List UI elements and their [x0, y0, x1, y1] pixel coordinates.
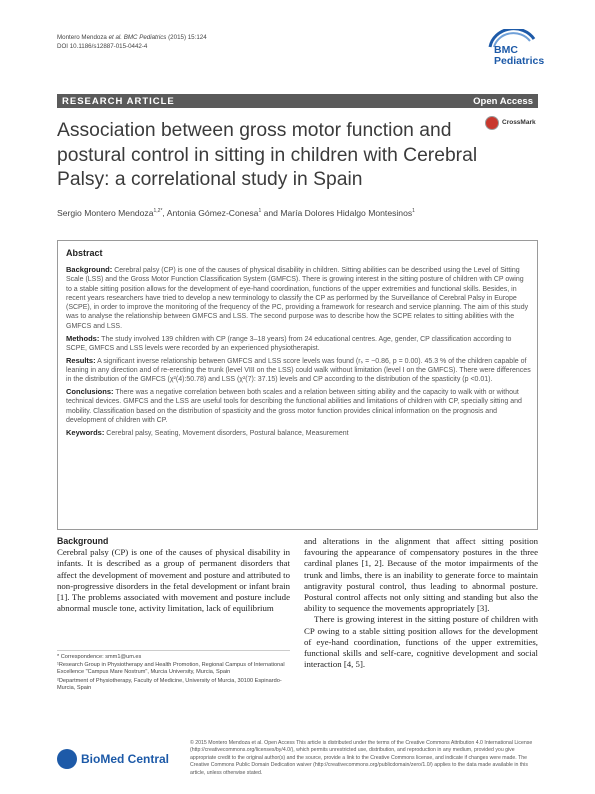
author-list: Sergio Montero Mendoza$^{1,2*}$, Antonia Gómez-Conesa$^1$ and María Dolores Hidalgo Montesinos$^1$ [57, 208, 415, 218]
abstract-body [66, 265, 531, 441]
open-access-label: Open Access [473, 95, 533, 107]
affiliation-1: ¹Research Group in Physiotherapy and Health Promotion, Regional Campus of International Excellence "Campus Mare Nostrum", Murcia University, Murcia, Spain [57, 662, 285, 676]
abstract-heading: Abstract [66, 248, 103, 258]
abstract-background: Background: Cerebral palsy (CP) is one of the causes of physical disability in children. Sitting abilities can be described using the Level of Sitting Scale (LSS) and the Gross Motor Function Classification System (GMFCS). There is growing interest in the sitting posture of children with CP owing to a stable sitting position allows for the development of eye-hand coordination, functions of the upper extremities and functional skills. Besides, in recent years researchers have tried to develop a new terminology to classify the CP as performed by the Surveillance of Cerebral Palsy in Europe (SCPE), in order to improve the monitoring of the frequency of the PC, providing a framework for research and service planning. The aim of this study was to analyse the relationship between GMFCS and LSS. The second purpose was to describe how the SCPE relates to sitting abilities with the GMFCS and LSS. [66, 265, 529, 330]
body-left-column [57, 536, 290, 614]
article-type-label: RESEARCH ARTICLE [62, 95, 175, 107]
journal-logo [484, 29, 544, 75]
biomed-central-logo: BioMed Central [57, 748, 167, 772]
abstract-results: Results: A significant inverse relationship between GMFCS and LSS score levels was found (rₛ = −0.86, p = 0.00). 45.3 % of the children capable of leaning in any direction and of re-erecting the trunk (level VIII on the LSS) could walk without limitation (level I on the GMFCS). There were differences in the distribution of the GMFCS (χ²(4):50.78) and LSS (χ²(7): 37.15) levels and CP according to the distribution of the spasticity (p <0.01). [66, 355, 531, 384]
citation-header [57, 33, 207, 51]
license-text: © 2015 Montero Mendoza et al. Open Access This article is distributed under the terms of the Creative Commons Attribution 4.0 International License (http://creativecommons.org/licenses/by/4.0/), which permits unrestricted use, distribution, and reproduction in any medium, provided you give appropriate credit to the original author(s) and the source, provide a link to the Creative Commons license, and indicate if changes were made. The Creative Commons Public Domain Dedication waiver (http://creativecommons.org/publicdomain/zero/1.0/) applies to the data made available in this article, unless otherwise stated. [190, 740, 533, 776]
body-paragraph: and alterations in the alignment that affect sitting position favouring the appearance of compensatory postures in the three cardinal planes [1, 2]. Because of the motor impairments of the trunk and limbs, there is an inability to generate force to maintain antigravity postural control, thus leading to abnormal posture. Postural control affects not only sitting and standing but also the ability to sequence the movements appropriately [3]. [304, 536, 538, 614]
abstract-methods: Methods: The study involved 139 children with CP (range 3–18 years) from 24 educational centres. Age, gender, CP classification according to SCPE, GMFCS and LSS levels were recorded by an experienced physiotherapist. [66, 333, 512, 352]
body-right-column [304, 536, 538, 670]
article-title: Association between gross motor function and postural control in sitting in children with Cerebral Palsy: a correlational study in Spain [57, 120, 478, 190]
article-type-bar [57, 94, 538, 108]
affiliation-2: ²Department of Physiotherapy, Faculty of Medicine, University of Murcia, 30100 Espinardo-Murcia, Spain [57, 677, 282, 691]
journal-logo-text: BMC Pediatrics [494, 44, 545, 67]
crossmark-button[interactable]: CrossMark [485, 115, 540, 133]
citation-line-1: Montero Mendoza et al. BMC Pediatrics (2015) 15:124 [57, 34, 207, 41]
abstract-keywords: Keywords: Cerebral palsy, Seating, Movement disorders, Postural balance, Measurement [66, 427, 349, 437]
section-heading-background: Background [57, 536, 109, 546]
abstract-box [57, 240, 538, 530]
crossmark-icon [485, 116, 499, 130]
doi-line[interactable]: DOI 10.1186/s12887-015-0442-4 [57, 43, 148, 50]
correspondence-note: * Correspondence: smm1@um.es [57, 654, 142, 660]
biomed-central-icon [57, 749, 77, 769]
body-paragraph: Cerebral palsy (CP) is one of the causes of physical disability in infants. It is described as a group of permanent disorders that affect the development of movement and posture and attributed to non-progressive disorders in the fetal development or infant brain [1]. The problems associated with movement and posture include abnormal muscle tone, activity limitation, lack of equilibrium [57, 547, 290, 614]
body-paragraph: There is growing interest in the sitting posture of children with CP owing to a stable sitting position allows for the development of eye-hand coordination, functions of the upper extremities, functional skills and self-care, cognitive development and social interaction [4, 5]. [304, 614, 538, 670]
abstract-conclusions: Conclusions: There was a negative correlation between both scales and a relation between sitting ability and the capacity to walk with or without technical devices. GMFCS and the LSS are useful tools for describing the functional abilities and limitations of children with CP, specially sitting and mobility. Classification based on the distribution of spasticity and the gross motor function provides clinical information on the prognosis and development of children with CP. [66, 387, 522, 424]
footnote-divider [57, 650, 290, 651]
footnotes [57, 654, 290, 693]
